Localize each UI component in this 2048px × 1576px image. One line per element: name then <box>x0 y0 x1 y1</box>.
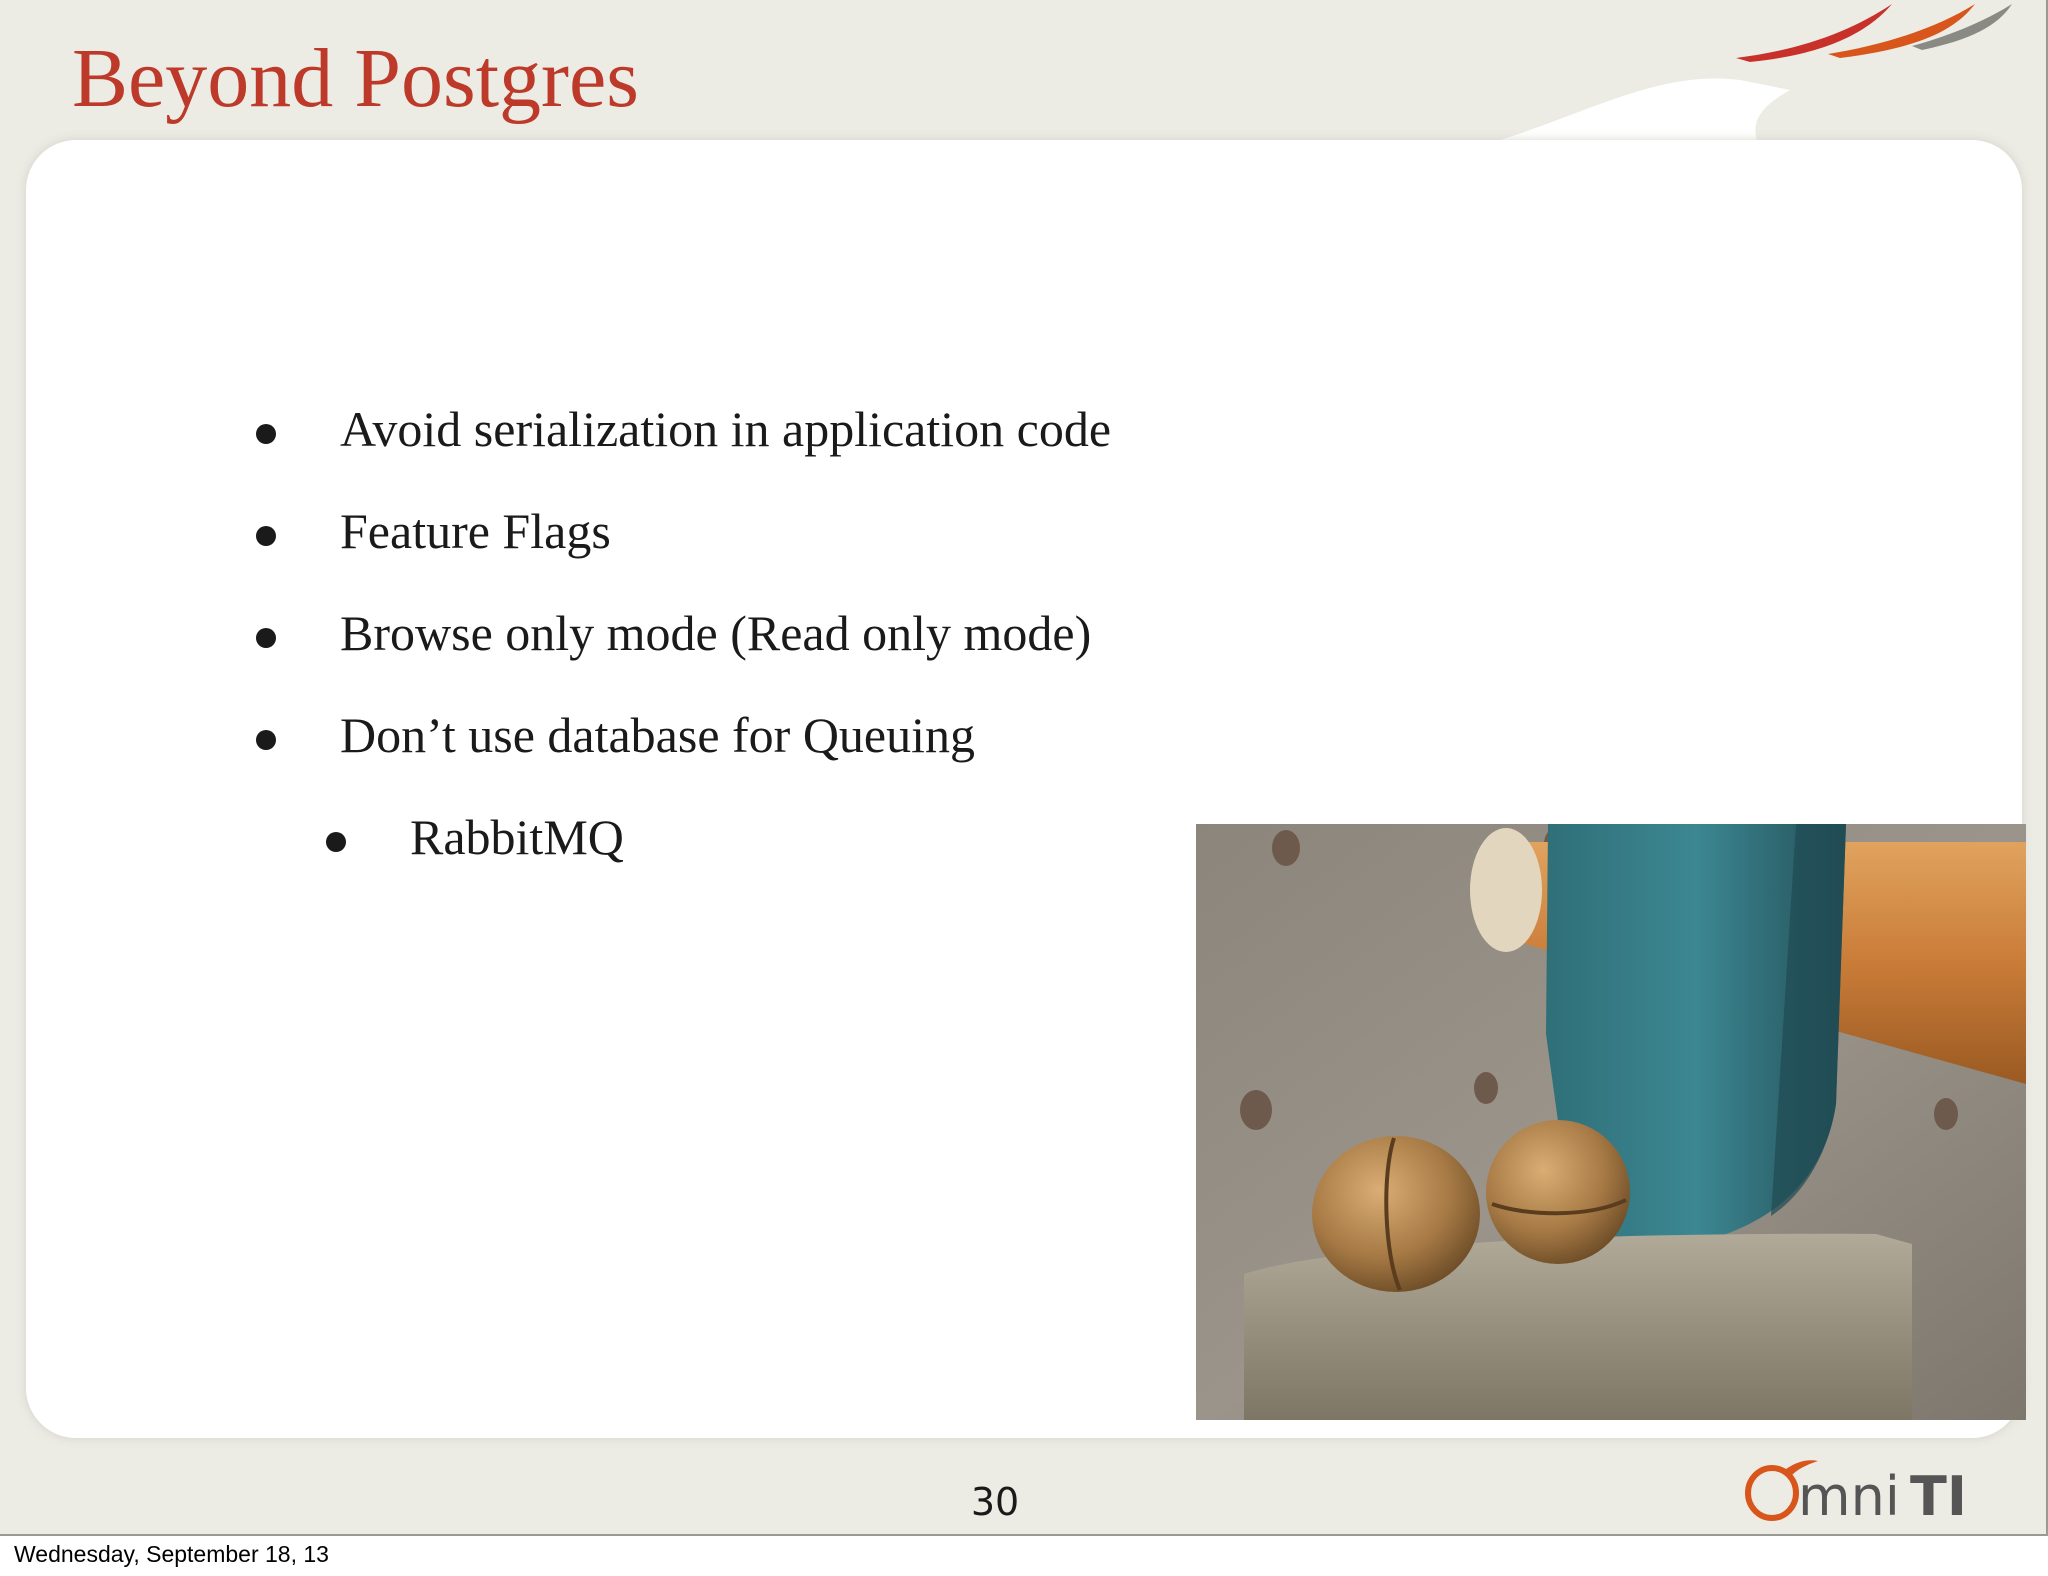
bullet-item <box>340 604 1091 662</box>
bullet-text: Browse only mode (Read only mode) <box>340 605 1092 661</box>
page-number: 30 <box>970 1480 1020 1524</box>
logo-text-ti: TI <box>1910 1465 1967 1525</box>
bullet-text: Feature Flags <box>340 503 611 559</box>
sub-bullet-item <box>410 808 624 866</box>
bullet-item <box>340 706 975 764</box>
bullet-text: Avoid serialization in application code <box>340 401 1112 457</box>
bullet-item <box>340 400 1111 458</box>
footer-date: Wednesday, September 18, 13 <box>14 1541 329 1567</box>
swoosh-decoration-icon <box>1500 0 2048 150</box>
bullet-dot-icon <box>256 424 276 444</box>
bullet-text: Don’t use database for Queuing <box>340 707 976 763</box>
bullet-list <box>26 140 1206 940</box>
bullet-dot-icon <box>256 526 276 546</box>
bullet-dot-icon <box>256 628 276 648</box>
omniti-logo-icon <box>1740 1455 1980 1525</box>
hammer-cracking-walnuts-photo-icon <box>1196 824 2026 1420</box>
bullet-text: RabbitMQ <box>410 809 624 865</box>
bullet-dot-icon <box>256 730 276 750</box>
logo-text-mni: mni <box>1798 1465 1900 1525</box>
bullet-dot-icon <box>326 832 346 852</box>
bullet-item <box>340 502 611 560</box>
slide-title: Beyond Postgres <box>72 32 639 125</box>
